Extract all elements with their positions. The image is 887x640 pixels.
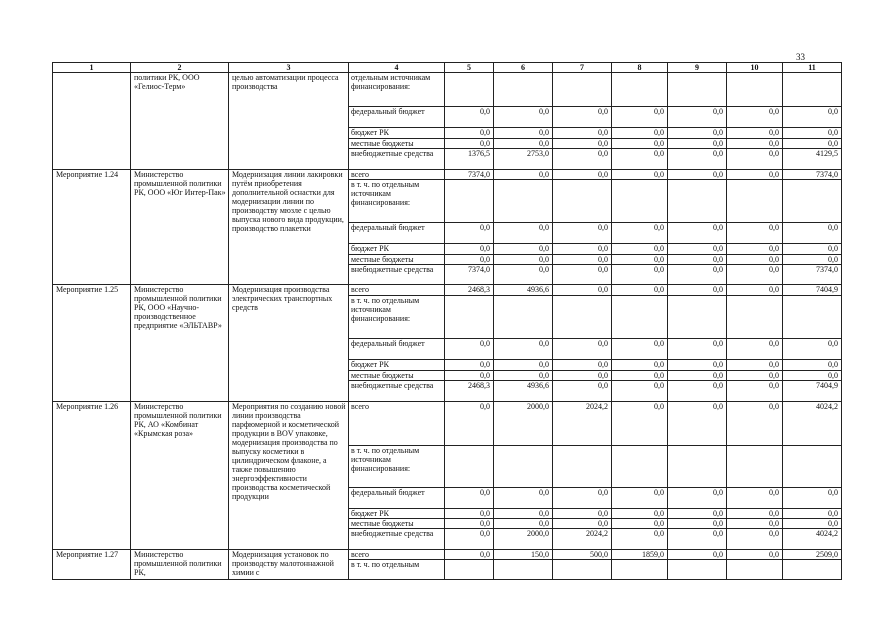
- empty-cell: [783, 296, 842, 339]
- event-description: целью автоматизации процесса производства: [229, 73, 349, 170]
- value-cell: 0,0: [494, 519, 553, 529]
- value-cell: 0,0: [612, 519, 668, 529]
- value-cell: 0,0: [612, 265, 668, 285]
- empty-cell: [668, 73, 727, 107]
- source-label: местные бюджеты: [349, 255, 445, 265]
- source-label: федеральный бюджет: [349, 339, 445, 360]
- value-cell: 7374,0: [783, 265, 842, 285]
- source-label: в т. ч. по отдельным источникам финансирования:: [349, 446, 445, 488]
- value-cell: 0,0: [612, 529, 668, 550]
- event-name-cell: Мероприятие 1.27: [53, 550, 131, 580]
- value-cell: 0,0: [445, 488, 494, 509]
- header-cell: 11: [783, 63, 842, 73]
- source-label: местные бюджеты: [349, 371, 445, 381]
- value-cell: 0,0: [553, 509, 612, 519]
- value-cell: 0,0: [553, 107, 612, 128]
- source-label: федеральный бюджет: [349, 223, 445, 244]
- value-cell: 0,0: [612, 402, 668, 446]
- value-cell: 0,0: [445, 128, 494, 139]
- source-label: всего: [349, 170, 445, 180]
- value-cell: 0,0: [553, 265, 612, 285]
- value-cell: 0,0: [668, 170, 727, 180]
- value-cell: 0,0: [553, 170, 612, 180]
- value-cell: 0,0: [612, 360, 668, 371]
- value-cell: 0,0: [783, 139, 842, 149]
- value-cell: 2024,2: [553, 529, 612, 550]
- value-cell: 0,0: [445, 339, 494, 360]
- event-description: Модернизация линии лакировки путём приобретения дополнительной оснастки для модернизации линии по производству мюзле с целью выпуска нового вида продукции, производство плакетки: [229, 170, 349, 285]
- value-cell: 4936,6: [494, 381, 553, 402]
- empty-cell: [668, 446, 727, 488]
- value-cell: 0,0: [727, 488, 783, 509]
- value-cell: 0,0: [668, 265, 727, 285]
- value-cell: 0,0: [727, 128, 783, 139]
- header-cell: 6: [494, 63, 553, 73]
- empty-cell: [612, 73, 668, 107]
- value-cell: 0,0: [612, 381, 668, 402]
- value-cell: 0,0: [445, 402, 494, 446]
- header-cell: 2: [131, 63, 229, 73]
- value-cell: 0,0: [553, 149, 612, 170]
- header-cell: 8: [612, 63, 668, 73]
- empty-cell: [553, 446, 612, 488]
- value-cell: 0,0: [783, 107, 842, 128]
- empty-cell: [553, 73, 612, 107]
- header-cell: 4: [349, 63, 445, 73]
- empty-cell: [783, 560, 842, 580]
- value-cell: 0,0: [783, 509, 842, 519]
- value-cell: 0,0: [612, 285, 668, 296]
- value-cell: 0,0: [727, 550, 783, 560]
- value-cell: 2468,3: [445, 285, 494, 296]
- value-cell: 0,0: [783, 488, 842, 509]
- value-cell: 0,0: [445, 509, 494, 519]
- value-cell: 0,0: [553, 139, 612, 149]
- value-cell: 0,0: [445, 519, 494, 529]
- value-cell: 7374,0: [445, 170, 494, 180]
- value-cell: 0,0: [553, 285, 612, 296]
- value-cell: 0,0: [783, 371, 842, 381]
- value-cell: 0,0: [553, 255, 612, 265]
- value-cell: 0,0: [668, 488, 727, 509]
- value-cell: 0,0: [668, 149, 727, 170]
- value-cell: 0,0: [494, 255, 553, 265]
- empty-cell: [553, 560, 612, 580]
- value-cell: 0,0: [668, 529, 727, 550]
- empty-cell: [727, 446, 783, 488]
- value-cell: 0,0: [494, 265, 553, 285]
- source-label: бюджет РК: [349, 360, 445, 371]
- value-cell: 0,0: [553, 128, 612, 139]
- value-cell: 0,0: [612, 509, 668, 519]
- value-cell: 0,0: [727, 529, 783, 550]
- value-cell: 0,0: [727, 139, 783, 149]
- value-cell: 0,0: [553, 244, 612, 255]
- value-cell: 0,0: [727, 339, 783, 360]
- source-label: местные бюджеты: [349, 139, 445, 149]
- value-cell: 0,0: [445, 107, 494, 128]
- value-cell: 4129,5: [783, 149, 842, 170]
- value-cell: 0,0: [727, 285, 783, 296]
- value-cell: 0,0: [668, 519, 727, 529]
- empty-cell: [727, 296, 783, 339]
- value-cell: 7404,9: [783, 381, 842, 402]
- value-cell: 0,0: [553, 360, 612, 371]
- value-cell: 0,0: [553, 223, 612, 244]
- empty-cell: [494, 73, 553, 107]
- empty-cell: [494, 446, 553, 488]
- value-cell: 7404,9: [783, 285, 842, 296]
- empty-cell: [445, 73, 494, 107]
- value-cell: 0,0: [612, 170, 668, 180]
- value-cell: 0,0: [668, 360, 727, 371]
- value-cell: 1376,5: [445, 149, 494, 170]
- table-row: [53, 402, 842, 446]
- value-cell: 0,0: [445, 360, 494, 371]
- value-cell: 0,0: [553, 519, 612, 529]
- value-cell: 0,0: [494, 339, 553, 360]
- source-label: всего: [349, 402, 445, 446]
- source-label: всего: [349, 550, 445, 560]
- value-cell: 0,0: [727, 223, 783, 244]
- source-label: федеральный бюджет: [349, 488, 445, 509]
- value-cell: 0,0: [445, 371, 494, 381]
- event-name-cell: [53, 73, 131, 170]
- funding-table: [52, 62, 842, 580]
- value-cell: 150,0: [494, 550, 553, 560]
- source-label: федеральный бюджет: [349, 107, 445, 128]
- source-label: в т. ч. по отдельным: [349, 560, 445, 580]
- value-cell: 0,0: [494, 139, 553, 149]
- event-name-cell: Мероприятие 1.24: [53, 170, 131, 285]
- value-cell: 0,0: [668, 371, 727, 381]
- header-cell: 3: [229, 63, 349, 73]
- value-cell: 0,0: [668, 402, 727, 446]
- header-row: [53, 63, 842, 73]
- table-row: [53, 170, 842, 180]
- empty-cell: [445, 180, 494, 223]
- value-cell: 0,0: [727, 402, 783, 446]
- header-cell: 5: [445, 63, 494, 73]
- source-label: бюджет РК: [349, 128, 445, 139]
- value-cell: 0,0: [668, 509, 727, 519]
- value-cell: 0,0: [783, 255, 842, 265]
- empty-cell: [612, 296, 668, 339]
- value-cell: 0,0: [445, 255, 494, 265]
- event-name-cell: Мероприятие 1.26: [53, 402, 131, 550]
- empty-cell: [612, 446, 668, 488]
- source-label: внебюджетные средства: [349, 529, 445, 550]
- value-cell: 0,0: [727, 265, 783, 285]
- value-cell: 0,0: [783, 339, 842, 360]
- value-cell: 0,0: [553, 488, 612, 509]
- value-cell: 0,0: [783, 519, 842, 529]
- value-cell: 0,0: [668, 128, 727, 139]
- source-label: внебюджетные средства: [349, 381, 445, 402]
- value-cell: 7374,0: [445, 265, 494, 285]
- empty-cell: [612, 180, 668, 223]
- source-label: бюджет РК: [349, 244, 445, 255]
- value-cell: 0,0: [668, 139, 727, 149]
- value-cell: 1859,0: [612, 550, 668, 560]
- value-cell: 2000,0: [494, 529, 553, 550]
- value-cell: 0,0: [783, 244, 842, 255]
- value-cell: 0,0: [494, 107, 553, 128]
- value-cell: 0,0: [612, 371, 668, 381]
- header-cell: 10: [727, 63, 783, 73]
- value-cell: 2509,0: [783, 550, 842, 560]
- value-cell: 0,0: [668, 381, 727, 402]
- value-cell: 4024,2: [783, 529, 842, 550]
- value-cell: 0,0: [612, 107, 668, 128]
- value-cell: 0,0: [553, 339, 612, 360]
- source-label: местные бюджеты: [349, 519, 445, 529]
- value-cell: 0,0: [668, 339, 727, 360]
- event-description: Модернизация производства электрических транспортных средств: [229, 285, 349, 402]
- empty-cell: [494, 296, 553, 339]
- empty-cell: [553, 180, 612, 223]
- value-cell: 0,0: [494, 128, 553, 139]
- value-cell: 0,0: [783, 223, 842, 244]
- value-cell: 0,0: [727, 519, 783, 529]
- empty-cell: [783, 73, 842, 107]
- empty-cell: [494, 560, 553, 580]
- table-row: [53, 550, 842, 560]
- value-cell: 500,0: [553, 550, 612, 560]
- source-label: всего: [349, 285, 445, 296]
- value-cell: 0,0: [727, 255, 783, 265]
- value-cell: 0,0: [494, 371, 553, 381]
- empty-cell: [668, 180, 727, 223]
- value-cell: 0,0: [445, 244, 494, 255]
- source-label: бюджет РК: [349, 509, 445, 519]
- empty-cell: [727, 73, 783, 107]
- value-cell: 0,0: [668, 285, 727, 296]
- value-cell: 0,0: [494, 223, 553, 244]
- value-cell: 0,0: [612, 488, 668, 509]
- value-cell: 7374,0: [783, 170, 842, 180]
- event-name-cell: Мероприятие 1.25: [53, 285, 131, 402]
- value-cell: 0,0: [445, 139, 494, 149]
- source-label: внебюджетные средства: [349, 265, 445, 285]
- event-organization: политики РК, ООО «Гелиос-Терм»: [131, 73, 229, 170]
- value-cell: 0,0: [553, 371, 612, 381]
- value-cell: 0,0: [494, 244, 553, 255]
- header-cell: 1: [53, 63, 131, 73]
- value-cell: 0,0: [727, 509, 783, 519]
- value-cell: 4024,2: [783, 402, 842, 446]
- source-label: внебюджетные средства: [349, 149, 445, 170]
- value-cell: 0,0: [668, 107, 727, 128]
- value-cell: 0,0: [727, 381, 783, 402]
- empty-cell: [445, 446, 494, 488]
- value-cell: 0,0: [612, 128, 668, 139]
- value-cell: 2024,2: [553, 402, 612, 446]
- empty-cell: [445, 296, 494, 339]
- value-cell: 2468,3: [445, 381, 494, 402]
- event-description: Мероприятия по созданию новой линии производства парфюмерной и косметической продукции в BOV упаковке, модернизация производства по выпуску косметики в цилиндрическом флаконе, а также повышению энергоэффективности производства косметической продукции: [229, 402, 349, 550]
- source-label: в т. ч. по отдельным источникам финансирования:: [349, 296, 445, 339]
- empty-cell: [668, 296, 727, 339]
- value-cell: 0,0: [668, 223, 727, 244]
- empty-cell: [668, 560, 727, 580]
- value-cell: 0,0: [783, 360, 842, 371]
- empty-cell: [553, 296, 612, 339]
- value-cell: 0,0: [445, 223, 494, 244]
- value-cell: 0,0: [612, 244, 668, 255]
- value-cell: 0,0: [727, 107, 783, 128]
- value-cell: 0,0: [612, 223, 668, 244]
- value-cell: 0,0: [727, 244, 783, 255]
- value-cell: 0,0: [612, 139, 668, 149]
- empty-cell: [727, 180, 783, 223]
- table-row: [53, 285, 842, 296]
- empty-cell: [445, 560, 494, 580]
- value-cell: 0,0: [727, 149, 783, 170]
- empty-cell: [727, 560, 783, 580]
- header-cell: 9: [668, 63, 727, 73]
- value-cell: 0,0: [445, 550, 494, 560]
- value-cell: 0,0: [494, 509, 553, 519]
- event-description: Модернизация установок по производству малотоннажной химии с: [229, 550, 349, 580]
- event-organization: Министерство промышленной политики РК, ООО «Юг Интер-Пак»: [131, 170, 229, 285]
- value-cell: 0,0: [612, 149, 668, 170]
- value-cell: 0,0: [727, 371, 783, 381]
- value-cell: 0,0: [727, 360, 783, 371]
- event-organization: Министерство промышленной политики РК, АО «Комбинат «Крымская роза»: [131, 402, 229, 550]
- value-cell: 0,0: [494, 488, 553, 509]
- value-cell: 0,0: [445, 529, 494, 550]
- value-cell: 0,0: [783, 128, 842, 139]
- value-cell: 0,0: [612, 255, 668, 265]
- value-cell: 0,0: [553, 381, 612, 402]
- value-cell: 0,0: [494, 360, 553, 371]
- empty-cell: [494, 180, 553, 223]
- value-cell: 0,0: [612, 339, 668, 360]
- value-cell: 0,0: [727, 170, 783, 180]
- source-label: отдельным источникам финансирования:: [349, 73, 445, 107]
- value-cell: 4936,6: [494, 285, 553, 296]
- empty-cell: [783, 180, 842, 223]
- value-cell: 2753,0: [494, 149, 553, 170]
- empty-cell: [783, 446, 842, 488]
- value-cell: 0,0: [668, 255, 727, 265]
- event-organization: Министерство промышленной политики РК,: [131, 550, 229, 580]
- header-cell: 7: [553, 63, 612, 73]
- value-cell: 0,0: [494, 170, 553, 180]
- page-number: 33: [796, 52, 805, 62]
- event-organization: Министерство промышленной политики РК, ООО «Научно-производственное предприятие «ЭЛЬТАВР»: [131, 285, 229, 402]
- value-cell: 0,0: [668, 550, 727, 560]
- source-label: в т. ч. по отдельным источникам финансирования:: [349, 180, 445, 223]
- empty-cell: [612, 560, 668, 580]
- value-cell: 2000,0: [494, 402, 553, 446]
- table-row: [53, 73, 842, 107]
- value-cell: 0,0: [668, 244, 727, 255]
